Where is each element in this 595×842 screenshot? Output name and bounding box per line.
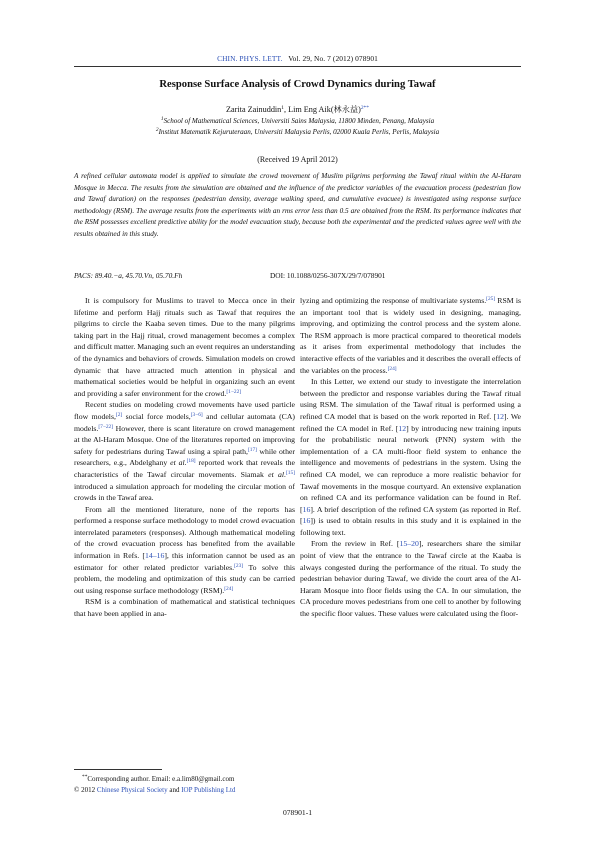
author-1: Zarita Zainuddin xyxy=(226,105,282,114)
paragraph-text: From all the mentioned literature, none of the reports has performed a response surface methodology to model crowd evacuation interrelated parameters (responses). Although mathematical modeling of the crowd evacuation process has benefited from the available information in Refs. [ xyxy=(74,504,295,561)
paragraph xyxy=(74,504,295,597)
paragraph-text: In this Letter, we extend our study to investigate the interrelation between the predictor and response variables during the Tawaf ritual using RSM. The simulation of the Tawaf ritual is performed using a refined CA model that is based on the work reported in Ref. [ xyxy=(300,377,521,421)
citation[interactable]: [25] xyxy=(486,296,496,302)
citation[interactable]: [24] xyxy=(387,365,397,372)
footnote-rule xyxy=(74,769,162,770)
reference-link[interactable]: 12 xyxy=(496,411,505,421)
author-1-affil: 1 xyxy=(281,105,284,111)
journal-name[interactable]: CHIN. PHYS. LETT. xyxy=(217,54,283,63)
paragraph-text: It is compulsory for Muslims to travel to Mecca once in their lifetime and perform Hajj rituals such as Tawaf that requires the pilgrims to circle the Kaaba seven times. Due to the many pilgrims taking part in the Hajj ritual, crowd management becomes a complex and difficult matter. Managing such an event requires an understanding of the dynamics and behaviors of crowds. Simulation models on crowd dynamic that have attracted much attention in physical and mathematical societies would be helpful in organizing such an event and providing a safer environment for the crowd. xyxy=(74,296,295,398)
received-date: (Received 19 April 2012) xyxy=(257,155,338,164)
reference-link[interactable]: 16 xyxy=(302,516,311,526)
cps-link[interactable]: Chinese Physical Society xyxy=(96,786,168,794)
affiliation-2-text: Institut Matematik Kejuruteraan, Universiti Malaysia Perlis, 02000 Kuala Perlis, Perlis, Malaysia xyxy=(158,128,440,136)
corresponding-author-text: Corresponding author. Email: e.a.lim80@gmail.com xyxy=(87,775,235,783)
reference-link[interactable]: 16 xyxy=(302,504,311,514)
reference-link[interactable]: 12 xyxy=(398,423,407,433)
paragraph-text: ], this information cannot be used as an estimator for other related predictor variables. xyxy=(74,551,295,572)
paragraph-text: RSM is a combination of mathematical and statistical techniques that have been applied in ana- xyxy=(74,597,295,619)
affiliation-1-text: School of Mathematical Sciences, Universiti Sains Malaysia, 11800 Minden, Penang, Malaysia xyxy=(163,117,435,125)
corresponding-author-note xyxy=(74,775,234,783)
et-al: et al. xyxy=(170,458,187,468)
copyright-and: and xyxy=(167,786,182,794)
volume-info: Vol. 29, No. 7 (2012) 078901 xyxy=(288,54,378,63)
citation[interactable]: [1−22] xyxy=(226,388,242,395)
citation[interactable]: [3−6] xyxy=(190,411,203,418)
body-column-right xyxy=(300,295,521,620)
author-sep: , xyxy=(283,105,289,114)
footnote-mark: ** xyxy=(82,774,88,780)
citation[interactable]: [24] xyxy=(224,585,234,592)
paragraph-text: RSM is an important tool that is widely used in designing, managing, improving, and optimizing the control process and the system alone. The RSM approach is more practical compared to theoretical models as it arises from experimental methodology that includes the interactive effects of the variables and it describes the overall effects of the variables on the process. xyxy=(300,296,521,375)
author-2: Lim Eng Aik(林永益) xyxy=(288,105,361,114)
pacs-codes: PACS: 89.40.−a, 45.70.Vn, 05.70.Fh xyxy=(74,271,183,280)
citation[interactable]: [18] xyxy=(186,458,196,465)
paragraph-text: ], researchers share the similar point of view that the entrance to the Tawaf circle at the Kaaba is always congested during the performance of the ritual. To study the pedestrian behavior during Tawaf, we divide the court area of the Al-Haram Mosque into floor fields using the CA. In our simulation, the CA procedure moves pedestrians from one cell to another by following the specific floor values. These values were calculated using the floor- xyxy=(300,539,521,619)
citation[interactable]: [15] xyxy=(286,469,295,476)
running-header xyxy=(0,54,595,63)
paragraph xyxy=(300,376,521,538)
citation[interactable]: [17] xyxy=(247,446,257,453)
paragraph-text: From the review in Ref. [ xyxy=(311,539,400,549)
reference-link[interactable]: 14–16 xyxy=(144,551,165,561)
paragraph-text: ]) is used to obtain results in this study and it is explained in the following text. xyxy=(300,516,521,537)
paragraph-text: lyzing and optimizing the response of multivariate systems. xyxy=(300,296,487,305)
paragraph xyxy=(74,399,295,503)
body-column-left xyxy=(74,295,295,620)
et-al: et al. xyxy=(268,469,287,479)
copyright-note xyxy=(74,786,235,794)
affiliation-1 xyxy=(60,117,535,125)
paragraph-text: ]. A brief description of the refined CA system (as reported in Ref. [ xyxy=(300,504,521,526)
affiliation-1-sup: 1 xyxy=(160,116,164,122)
affiliation-2 xyxy=(60,128,535,136)
paragraph xyxy=(74,295,295,399)
header-rule xyxy=(74,66,521,67)
iop-link[interactable]: IOP Publishing Ltd xyxy=(181,786,236,794)
paragraph-text: and cellular automata (CA) models. xyxy=(74,411,295,433)
citation[interactable]: [2] xyxy=(115,411,123,418)
copyright-text: © 2012 xyxy=(74,786,97,794)
author-list xyxy=(60,104,535,115)
reference-link[interactable]: 15–20 xyxy=(399,539,419,549)
paragraph xyxy=(300,295,521,376)
abstract: A refined cellular automata model is applied to simulate the crowd movement of Muslim pilgrims performing the Tawaf ritual within the Al-Haram Mosque in Mecca. The results from the simulation are obtained and the influence of the predictor variables of the evacuation process (pedestrian flow and Tawaf duration) on the responses (pedestrian density, average walking speed, and cumulative evacuee) is investigated using response surface methodology (RSM). The average results from the experiments with an rms error less than 0.5 are obtained from the RSM. Its performance indicates that the RSM possesses excellent predictive ability for the model evacuation study, because both the experimental and the predicted values agree well with the results obtained in this study. xyxy=(74,172,521,238)
author-2-affil[interactable]: 2** xyxy=(360,105,369,111)
page-number: 078901-1 xyxy=(282,808,313,817)
paragraph-text: ] by introducing new training inputs for the probabilistic neural network (PNN) system with the implementation of a CA multi-floor field system to enhance the intelligence and movements of pedestrians in the system. Using the refined CA model, we can reproduce a more realistic behavior for Tawaf movements in the mosque courtyard. An extensive explanation on refined CA and its performance validation can be found in Ref. [ xyxy=(300,423,521,514)
paragraph-text: while other researchers, e.g., Abdelghany xyxy=(74,446,295,468)
citation[interactable]: [7−22] xyxy=(98,423,114,430)
paragraph-text: Recent studies on modeling crowd movements have used particle flow models, xyxy=(74,400,295,421)
paragraph-text: reported work that reveals the characteristics of the Tawaf circular movements. Siamak xyxy=(74,458,295,479)
paper-title: Response Surface Analysis of Crowd Dynamics during Tawaf xyxy=(159,79,436,90)
citation[interactable]: [23] xyxy=(234,562,244,569)
paragraph-text: ]. We refined the CA model in Ref. [ xyxy=(300,411,522,433)
paragraph-text: introduced a simulation approach for modeling the circular motion of crowds in the Tawaf area. xyxy=(74,481,295,503)
paragraph xyxy=(74,596,295,619)
affiliation-2-sup: 2 xyxy=(155,127,159,133)
paragraph-text: To solve this problem, the modeling and optimization of this study can be carried out using response surface methodology (RSM). xyxy=(74,562,296,595)
doi[interactable]: DOI: 10.1088/0256-307X/29/7/078901 xyxy=(270,271,386,280)
paragraph xyxy=(300,538,521,619)
paragraph-text: However, there is scant literature on crowd management at the Al-Haram Mosque. One of the literatures reported on improving safety for pedestrians during Tawaf using a spiral path, xyxy=(74,423,295,456)
paragraph-text: social force models, xyxy=(122,411,191,421)
